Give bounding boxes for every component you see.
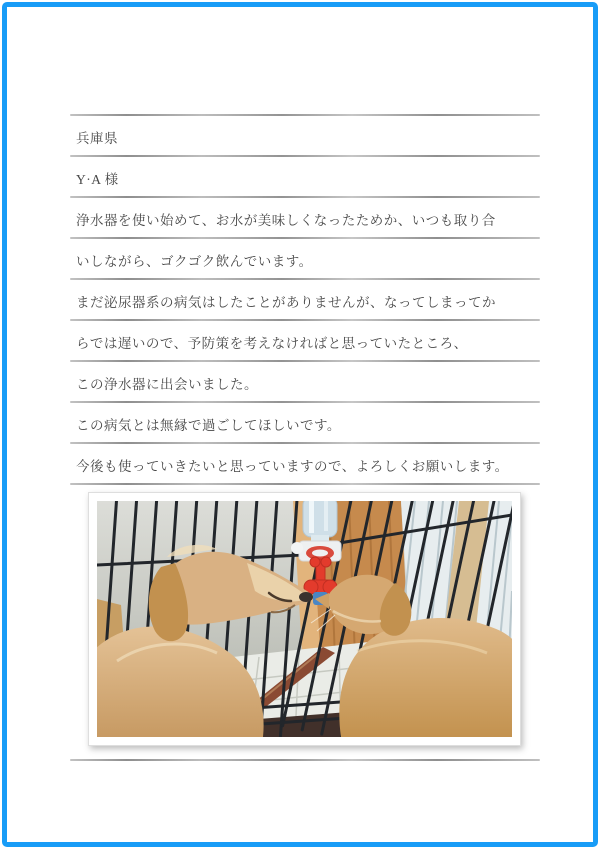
prefecture-text: 兵庫県 xyxy=(76,131,118,146)
ruled-line xyxy=(70,360,540,362)
ruled-line xyxy=(70,114,540,116)
ruled-line xyxy=(70,319,540,321)
water-bottle xyxy=(303,501,337,537)
bottle-highlight xyxy=(324,501,328,531)
ruled-line xyxy=(70,759,540,761)
line-customer xyxy=(70,155,540,196)
testimonial-text: 浄水器を使い始めて、お水が美味しくなったためか、いつも取り合 xyxy=(76,213,496,228)
testimonial-line xyxy=(70,360,540,401)
testimonial-text: 今後も使っていきたいと思っていますので、よろしくお願いします。 xyxy=(76,459,509,474)
ruled-line xyxy=(70,401,540,403)
testimonial-text: この病気とは無縁で過ごしてほしいです。 xyxy=(76,418,341,433)
customer-name-text: Y·A 様 xyxy=(76,172,119,187)
testimonial-text: らでは遅いので、予防策を考えなければと思っていたところ、 xyxy=(76,336,468,351)
bottle-highlight xyxy=(309,501,314,533)
mount-wingnut xyxy=(291,542,303,554)
photo-frame xyxy=(88,492,521,746)
testimonial-text: いしながら、ゴクゴク飲んでいます。 xyxy=(76,254,313,269)
ruled-line xyxy=(70,155,540,157)
testimonial-line xyxy=(70,196,540,237)
testimonial-line xyxy=(70,278,540,319)
dogs-photo xyxy=(97,501,512,737)
ruled-line xyxy=(70,442,540,444)
ruled-line xyxy=(70,237,540,239)
testimonial-line xyxy=(70,401,540,442)
ruled-line xyxy=(70,483,540,485)
testimonial-text: まだ泌尿器系の病気はしたことがありませんが、なってしまってか xyxy=(76,295,496,310)
line-prefecture xyxy=(70,114,540,155)
testimonial-line xyxy=(70,319,540,360)
testimonial-line xyxy=(70,442,540,483)
left-dog-nose xyxy=(299,592,313,602)
testimonial-content xyxy=(70,114,540,761)
ring-center xyxy=(312,550,328,557)
ruled-line xyxy=(70,278,540,280)
ruled-line xyxy=(70,196,540,198)
testimonial-line xyxy=(70,237,540,278)
testimonial-text: この浄水器に出会いました。 xyxy=(76,377,258,392)
